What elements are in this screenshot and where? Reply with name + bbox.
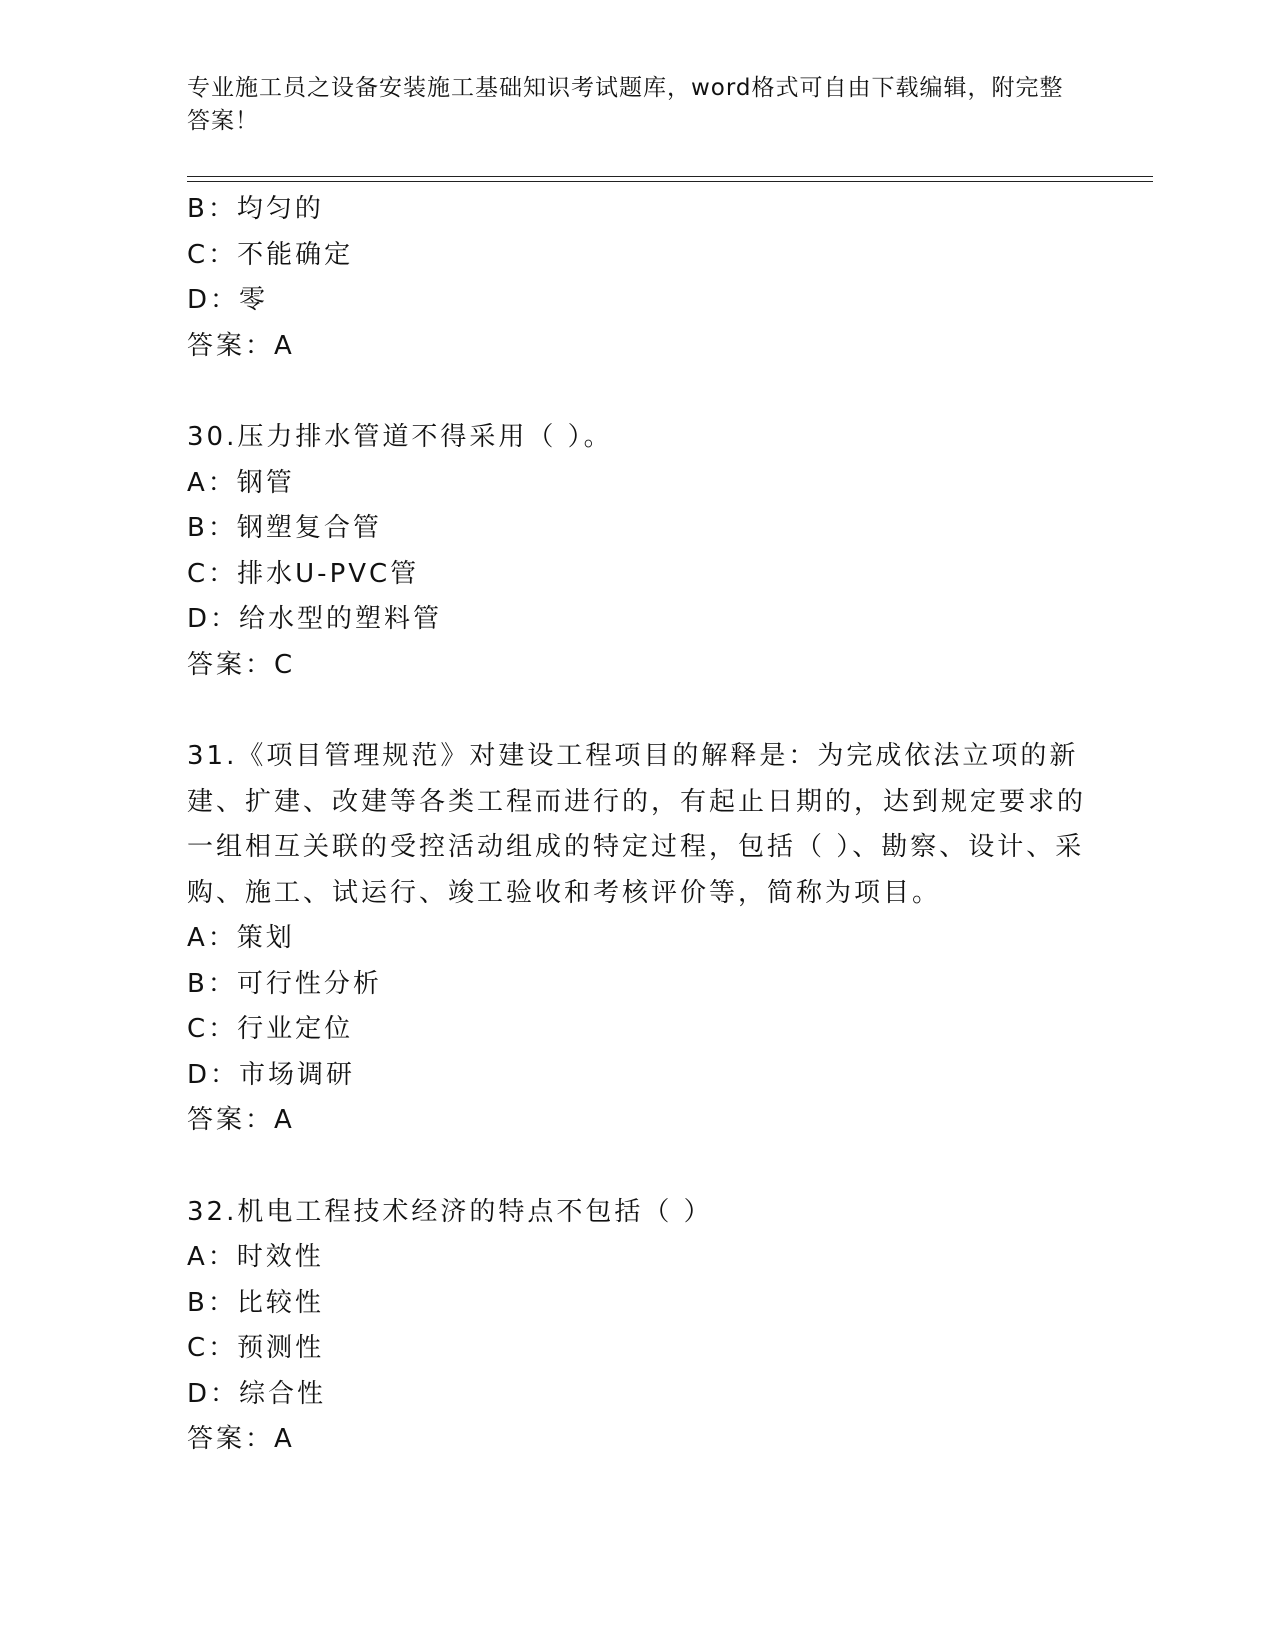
answer: 答案：A: [187, 1105, 295, 1135]
option-d: D：零: [187, 285, 269, 315]
question-30: [187, 415, 1087, 688]
option-a: A：时效性: [187, 1242, 324, 1272]
question-stem: 30.压力排水管道不得采用（ ）。: [187, 422, 613, 452]
header-divider-bottom: [187, 181, 1153, 182]
question-stem: 31.《项目管理规范》对建设工程项目的解释是：为完成依法立项的新建、扩建、改建等各类工程而进行的，有起止日期的，达到规定要求的一组相互关联的受控活动组成的特定过程，包括（ ）、勘察、设计、采购、施工、试运行、竣工验收和考核评价等，简称为项目。: [187, 741, 1087, 908]
option-a: A：策划: [187, 923, 295, 953]
header-divider-top: [187, 176, 1153, 177]
option-d: D：市场调研: [187, 1059, 356, 1090]
option-b: B：比较性: [187, 1287, 324, 1318]
option-d: D：给水型的塑料管: [187, 604, 443, 634]
option-b: B：可行性分析: [187, 968, 382, 999]
option-c: C：预测性: [187, 1333, 325, 1363]
option-b: B：钢塑复合管: [187, 513, 382, 543]
question-32: [187, 1190, 1087, 1463]
question-stem: 32.机电工程技术经济的特点不包括（ ）: [187, 1196, 713, 1227]
answer: 答案：A: [187, 330, 295, 361]
option-c: C：行业定位: [187, 1014, 354, 1044]
option-d: D：综合性: [187, 1378, 327, 1409]
question-31: [187, 734, 1087, 1144]
option-c: C：不能确定: [187, 239, 354, 270]
option-c: C：排水U-PVC管: [187, 558, 420, 589]
answer: 答案：A: [187, 1424, 295, 1454]
document-header: 专业施工员之设备安装施工基础知识考试题库，word格式可自由下载编辑，附完整答案！: [187, 75, 1064, 134]
question-list: [187, 187, 1087, 1463]
question-29-continued: [187, 187, 1087, 369]
answer: 答案：C: [187, 649, 296, 680]
option-a: A：钢管: [187, 467, 295, 498]
option-b: B：均匀的: [187, 194, 324, 224]
